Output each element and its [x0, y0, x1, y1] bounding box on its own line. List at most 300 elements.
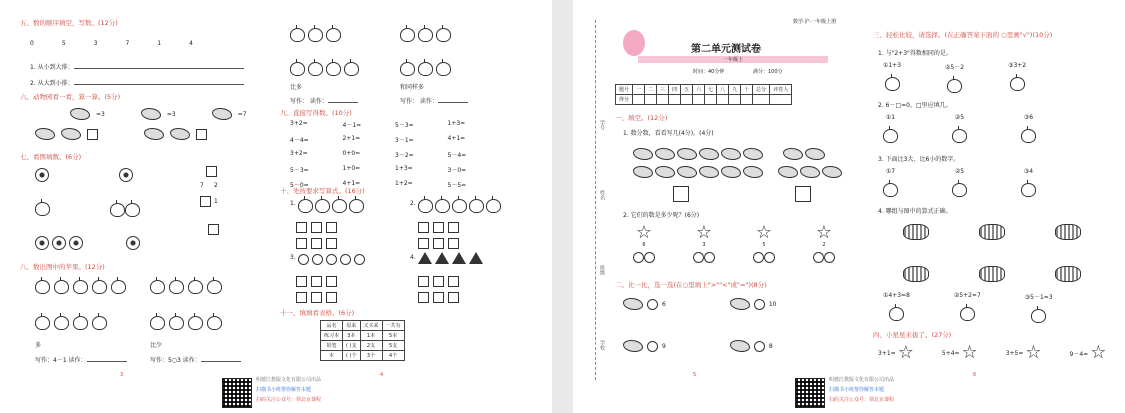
score-header-cell: 五	[681, 85, 693, 95]
score-cell[interactable]	[741, 95, 753, 105]
peach-icon	[150, 316, 165, 330]
q3-2-options	[883, 114, 1036, 147]
peach-icon	[344, 62, 359, 76]
tree-box[interactable]	[200, 196, 211, 207]
apple-row-8a	[35, 280, 126, 294]
score-cell[interactable]	[669, 95, 681, 105]
apple-icon	[110, 203, 125, 217]
calc-cell[interactable]: 5－0=	[290, 182, 309, 189]
score-header-cell: 评卷人	[770, 85, 792, 95]
eq-box[interactable]	[311, 222, 322, 233]
bug-icon	[778, 166, 798, 178]
q3-4: 4. 哪组与图中的算式正确。	[878, 208, 952, 215]
flower-row-2	[35, 236, 140, 250]
peach-row-8b	[150, 316, 222, 330]
triangle-shape	[418, 252, 432, 264]
bus-icon	[623, 340, 643, 352]
apple-answer-icon[interactable]	[889, 307, 904, 321]
apple-row-7	[35, 202, 140, 221]
section-7-title: 七、看图填数。(6分)	[20, 153, 82, 161]
ant-icon	[633, 166, 653, 178]
eq-box[interactable]	[311, 276, 322, 287]
star-calc-row	[878, 344, 1106, 362]
compare-circle[interactable]	[647, 341, 658, 352]
subtitle-banner: 一年级上	[638, 56, 828, 63]
apple-icon	[298, 199, 313, 213]
score-cell[interactable]	[657, 95, 669, 105]
table-cell: 铅笔	[321, 341, 343, 351]
section-9-title: 九、直接写得数。(10分)	[280, 109, 352, 117]
num-bell: 0	[30, 40, 34, 47]
q10-3-label: 3.	[290, 254, 296, 261]
peach-icon	[290, 62, 305, 76]
option-label: ③3+2	[1008, 62, 1027, 69]
page-number: 3	[120, 372, 124, 378]
calc-cell[interactable]: 3+2=	[290, 120, 308, 127]
ant-icon	[655, 166, 675, 178]
slogan: 扫描书小班帮你解答本题	[829, 387, 885, 393]
write-8b: 写作：5○3 读作：	[150, 355, 241, 364]
calc-cell[interactable]: 0+0=	[342, 150, 361, 157]
eq-box[interactable]	[433, 238, 444, 249]
table-header-cell: 又买来	[360, 321, 382, 331]
q10-3-circles	[298, 254, 365, 265]
apple-answer-icon[interactable]	[952, 129, 967, 143]
peach-icon	[400, 62, 415, 76]
flower-icon	[119, 168, 133, 182]
ant-icon	[743, 166, 763, 178]
peach-icon	[92, 316, 107, 330]
peach-icon	[54, 316, 69, 330]
calc-cell[interactable]: 4－4=	[290, 137, 309, 144]
score-cell[interactable]	[717, 95, 729, 105]
star-calc-item[interactable]	[1070, 344, 1107, 362]
eq-10-3a	[296, 276, 337, 287]
eq-10-4b	[418, 292, 459, 303]
apple-icon	[169, 280, 184, 294]
option-label: ③5－1=3	[1024, 294, 1053, 301]
q1-1: 1. 数分数，看看写几(4分)。(4分)	[623, 130, 714, 137]
section-6-title: 六、动物园看一看，算一算。(5分)	[20, 93, 121, 101]
option-choice[interactable]	[883, 114, 898, 147]
option-label: ①1+3	[883, 62, 902, 69]
apple-icon	[326, 28, 341, 42]
compare-circle[interactable]	[754, 341, 765, 352]
apple-icon	[54, 280, 69, 294]
star-calc-item[interactable]	[878, 344, 914, 362]
flower-icon	[126, 236, 140, 250]
publisher: 明德江教版文化有限公司出品	[256, 377, 322, 383]
eq-10-1a	[296, 222, 337, 233]
score-cell[interactable]	[645, 95, 657, 105]
apple-icon	[35, 202, 50, 216]
eq-box[interactable]	[433, 292, 444, 303]
peach-icon	[207, 316, 222, 330]
write-8a: 写作：4－1 读作：	[35, 355, 127, 364]
bug-icon	[800, 166, 820, 178]
option-label: ③4	[1023, 168, 1034, 175]
option-choice[interactable]	[945, 62, 964, 97]
top-compare-a: 比多	[290, 84, 303, 91]
score-header-cell: 二	[645, 85, 657, 95]
butterfly-icon	[1055, 266, 1081, 282]
side-label-id: 学号	[599, 120, 605, 130]
tree-box[interactable]	[208, 224, 219, 235]
eq-10-3b	[296, 292, 337, 303]
page-number: 4	[380, 372, 384, 378]
num-bell: 3	[93, 40, 98, 47]
apple-icon	[436, 28, 451, 42]
calc-cell[interactable]: 5－5=	[447, 182, 467, 189]
table-cell: 练习本	[321, 331, 343, 341]
apple-icon	[125, 203, 140, 217]
peach-icon	[486, 199, 501, 213]
flower-row-1	[35, 168, 133, 182]
option-choice[interactable]	[883, 62, 901, 97]
critter-icon	[170, 128, 190, 140]
time-label: 时间：40分钟	[693, 69, 725, 75]
top-write-a: 写作： 读作：	[290, 96, 358, 105]
peach-icon	[469, 199, 484, 213]
star-icon: ☆	[897, 342, 914, 363]
score-header-cell: 题号	[616, 85, 633, 95]
top-write-b: 写作： 读作：	[400, 96, 468, 105]
qr-code[interactable]	[222, 378, 252, 408]
answer-box[interactable]	[795, 186, 811, 202]
compare-8a: 多	[35, 342, 42, 349]
eq-box[interactable]	[296, 292, 307, 303]
critter-icon	[61, 128, 81, 140]
car-icon	[730, 340, 750, 352]
table-header-cell: 一共有	[382, 321, 404, 331]
eq-box[interactable]	[326, 238, 337, 249]
eq-box[interactable]	[448, 238, 459, 249]
calc-cell[interactable]: 5－3=	[395, 122, 414, 129]
qr-code[interactable]	[795, 378, 825, 408]
ant-icon	[699, 166, 719, 178]
eq-10-2a	[418, 222, 459, 233]
apple-icon	[207, 280, 222, 294]
score-header-cell: 八	[717, 85, 729, 95]
option-label: ②5－2	[945, 64, 965, 71]
apple-answer-icon[interactable]	[885, 77, 900, 91]
score-cell[interactable]	[693, 95, 705, 105]
table-cell: ( )个	[343, 351, 361, 361]
calc-cell[interactable]: 3+2=	[290, 150, 308, 157]
eq-box[interactable]	[311, 292, 322, 303]
wechat-note: 扫码关注公众号：领北京课程	[829, 397, 895, 403]
option-choice[interactable]	[1008, 62, 1026, 97]
star-calc-item[interactable]	[942, 344, 978, 362]
calc-cell[interactable]: 5－3=	[290, 167, 309, 174]
panda-icon	[623, 298, 643, 310]
calc-cell[interactable]: 5－4=	[447, 152, 467, 159]
answer-box[interactable]	[87, 129, 98, 140]
ant-icon	[677, 166, 697, 178]
q10-4-label: 4.	[410, 254, 416, 261]
table-row	[321, 331, 405, 341]
peach-row-8a	[35, 316, 107, 330]
calc-cell[interactable]: 1+2=	[395, 180, 413, 187]
table-row	[321, 341, 405, 351]
calc-cell[interactable]: 4+1=	[447, 135, 466, 142]
calc-grid	[290, 120, 500, 189]
option-choice[interactable]	[954, 292, 981, 327]
answer-box[interactable]	[673, 186, 689, 202]
answer-box[interactable]	[196, 129, 207, 140]
ant-icon	[721, 148, 741, 160]
table-cell: 2支	[360, 341, 382, 351]
apple-answer-icon[interactable]	[1021, 129, 1036, 143]
butterfly-icon	[903, 266, 929, 282]
option-choice[interactable]	[1025, 292, 1053, 327]
section-10-title: 十、先按要求写算式。(16分)	[280, 187, 365, 195]
apple-answer-icon[interactable]	[883, 129, 898, 143]
apple-icon	[290, 28, 305, 42]
eq-box[interactable]	[311, 238, 322, 249]
apple-answer-icon[interactable]	[952, 183, 967, 197]
q1-2: 2. 它们的数是多少呢？(6分)	[623, 212, 700, 219]
star-icon: ☆	[695, 222, 713, 243]
option-choice[interactable]	[952, 114, 967, 147]
flower-icon	[69, 236, 83, 250]
eq-box[interactable]	[433, 222, 444, 233]
q10-1-label: 1.	[290, 200, 296, 207]
calc-text: 9－4=	[1069, 350, 1089, 358]
num-bell: 4	[189, 40, 193, 47]
eq-box[interactable]	[326, 276, 337, 287]
calc-cell[interactable]: 3－1=	[395, 137, 414, 144]
peach-icon	[188, 316, 203, 330]
score-cell[interactable]	[729, 95, 741, 105]
option-choice[interactable]	[1021, 114, 1036, 147]
calc-cell[interactable]: 3－0=	[447, 167, 467, 174]
eq-box[interactable]	[448, 276, 459, 287]
apple-icon	[92, 280, 107, 294]
full-score-label: 满分：100分	[753, 69, 783, 75]
table-cell: 1本	[360, 331, 382, 341]
top-compare-b: 和同样多	[400, 84, 425, 91]
calc-cell[interactable]: 1+3=	[395, 165, 413, 172]
number-bells	[30, 40, 193, 47]
peach-icon	[326, 62, 341, 76]
num-bell: 1	[157, 40, 162, 47]
calc-cell[interactable]: 4－1=	[342, 122, 362, 129]
star-icon: ☆	[635, 222, 653, 243]
slogan: 扫描书小班帮你解答本题	[256, 387, 312, 393]
eq-box[interactable]	[418, 292, 429, 303]
option-label: ①7	[885, 168, 896, 175]
score-header-cell: 四	[669, 85, 681, 95]
mascot-icon	[623, 30, 645, 56]
butterfly-icon	[979, 266, 1005, 282]
star-group: ☆ 2	[813, 224, 835, 267]
eq-box[interactable]	[433, 276, 444, 287]
apple-icon	[418, 28, 433, 42]
q10-4-triangles	[418, 252, 483, 264]
compare-8b: 比少	[150, 342, 163, 349]
binding-line	[595, 20, 597, 380]
option-label: ②5+2=7	[953, 292, 981, 299]
stars-row	[633, 224, 835, 267]
table-header-cell: 品名	[321, 321, 343, 331]
triangle-shape	[435, 252, 449, 264]
bee-row-2	[903, 266, 1081, 282]
q3-1: 1. 与"2+3"得数相同的是。	[878, 50, 952, 57]
wechat-note: 扫码关注公众号：领北京课程	[256, 397, 322, 403]
animal-row-1: =3 =3 =7	[70, 108, 247, 120]
apple-icon	[400, 28, 415, 42]
option-label: ②5	[954, 168, 965, 175]
apple-icon	[73, 280, 88, 294]
side-label-name: 姓名	[599, 190, 605, 200]
publisher: 明德江教版文化有限公司出品	[829, 377, 895, 383]
star-icon: ☆	[815, 222, 833, 243]
score-header-cell: 九	[729, 85, 741, 95]
section-1-title: 一、填空。(12分)	[615, 114, 668, 122]
top-peaches-a	[290, 62, 359, 76]
animal-row-2	[35, 128, 207, 140]
flower-icon	[35, 168, 49, 182]
peach-icon	[418, 199, 433, 213]
apple-answer-icon[interactable]	[960, 307, 975, 321]
table-cell: 4个	[382, 351, 404, 361]
table-cell: 本	[321, 351, 343, 361]
eq-box[interactable]	[418, 222, 429, 233]
compare-circle[interactable]	[754, 299, 765, 310]
triangle-shape	[469, 252, 483, 264]
bug-icon	[822, 166, 842, 178]
option-choice[interactable]	[1021, 168, 1036, 201]
apple-icon	[308, 28, 323, 42]
table-cell: 5本	[382, 331, 404, 341]
table-header-cell: 原来	[343, 321, 361, 331]
calc-cell[interactable]: 3－2=	[395, 152, 414, 159]
table-cell: ( )支	[343, 341, 361, 351]
flower-icon	[52, 236, 66, 250]
critter-icon	[35, 128, 55, 140]
section-3-title: 三、轻松比较，请选择。(在正确答案下面的 ○里画"√")(10分)	[873, 31, 1053, 39]
apple-answer-icon[interactable]	[947, 79, 962, 93]
q3-3-options	[883, 168, 1036, 201]
table-cell: 5支	[382, 341, 404, 351]
butterfly-icon	[903, 224, 929, 240]
section-5-title: 五、数的顺序填空，写数。(12分)	[20, 19, 118, 27]
star-group: ☆ 5	[753, 224, 775, 267]
ant-icon	[655, 148, 675, 160]
calc-cell[interactable]: 2+1=	[342, 135, 361, 142]
eq-box[interactable]	[448, 292, 459, 303]
star-icon: ☆	[1090, 342, 1107, 363]
peach-icon	[435, 199, 450, 213]
top-apples-b	[400, 28, 451, 42]
peach-icon	[169, 316, 184, 330]
eq-box[interactable]	[296, 276, 307, 287]
score-header-cell: 七	[705, 85, 717, 95]
score-cell[interactable]	[753, 95, 770, 105]
peach-icon	[35, 316, 50, 330]
eq-box[interactable]	[448, 222, 459, 233]
score-cell[interactable]	[770, 95, 792, 105]
calc-cell[interactable]: 1+3=	[447, 120, 466, 127]
score-header-cell: 六	[693, 85, 705, 95]
calc-text: 3+5=	[1005, 349, 1024, 357]
side-label-school: 学校	[599, 340, 605, 350]
compare-row-2: 9 8	[623, 340, 773, 352]
eq-box[interactable]	[296, 238, 307, 249]
eq-box[interactable]	[326, 292, 337, 303]
compare-circle[interactable]	[647, 299, 658, 310]
page-number: 5	[693, 372, 697, 378]
option-choice[interactable]	[883, 292, 910, 327]
ant-row-1	[633, 148, 763, 160]
circle-shape	[298, 254, 309, 265]
apple-icon	[150, 280, 165, 294]
calc-cell[interactable]: 1+0=	[342, 165, 361, 172]
order-line-1: 1. 从小到大排：	[30, 62, 244, 71]
table-cell: 3个	[360, 351, 382, 361]
apple-icon	[35, 280, 50, 294]
option-choice[interactable]	[883, 168, 898, 201]
score-header-cell: 一	[633, 85, 645, 95]
bug-icon	[805, 148, 825, 160]
score-cell[interactable]	[705, 95, 717, 105]
eq-box[interactable]	[418, 276, 429, 287]
section-2-title: 二、比一比，选一选(在○里填上">""<"或"=")(8分)	[615, 281, 767, 289]
apple-answer-icon[interactable]	[1031, 309, 1046, 323]
circle-shape	[340, 254, 351, 265]
ant-icon	[721, 166, 741, 178]
triangle-shape	[452, 252, 466, 264]
calc-text: 3+1=	[878, 349, 896, 357]
section-8-title: 八、数出图中的苹果。(12分)	[20, 263, 105, 271]
bug-row-1	[783, 148, 825, 160]
q3-3: 3. 下面比3大、比6小的数字。	[878, 156, 960, 163]
q3-4-options	[883, 292, 1053, 327]
supplies-table	[320, 320, 405, 361]
star-calc-item[interactable]	[1006, 344, 1042, 362]
num-bell: 5	[61, 40, 66, 47]
eq-box[interactable]	[296, 222, 307, 233]
star-group: ☆ 6	[633, 224, 655, 267]
score-table	[615, 84, 792, 105]
q3-2: 2. 6－□=0，□里应填几。	[878, 102, 952, 109]
apple-answer-icon[interactable]	[1010, 77, 1025, 91]
flower-icon	[35, 236, 49, 250]
eq-box[interactable]	[418, 238, 429, 249]
option-choice[interactable]	[952, 168, 967, 201]
score-cell[interactable]	[633, 95, 645, 105]
number-tree: 7 2 1	[200, 166, 230, 246]
calc-cell[interactable]: 4+1=	[342, 180, 361, 187]
butterfly-icon	[979, 224, 1005, 240]
tree-box[interactable]	[206, 166, 217, 177]
option-label: ①1	[885, 114, 896, 121]
apple-answer-icon[interactable]	[1021, 183, 1036, 197]
apple-answer-icon[interactable]	[883, 183, 898, 197]
compare-row-1: 6 10	[623, 298, 776, 310]
bug-icon	[783, 148, 803, 160]
apple-icon	[349, 199, 364, 213]
circle-shape	[312, 254, 323, 265]
score-header-cell: 十	[741, 85, 753, 95]
eq-box[interactable]	[326, 222, 337, 233]
side-label-class: 班级	[599, 265, 605, 275]
circle-shape	[354, 254, 365, 265]
score-cell[interactable]	[681, 95, 693, 105]
bee-row-1	[903, 224, 1081, 240]
peach-icon	[308, 62, 323, 76]
